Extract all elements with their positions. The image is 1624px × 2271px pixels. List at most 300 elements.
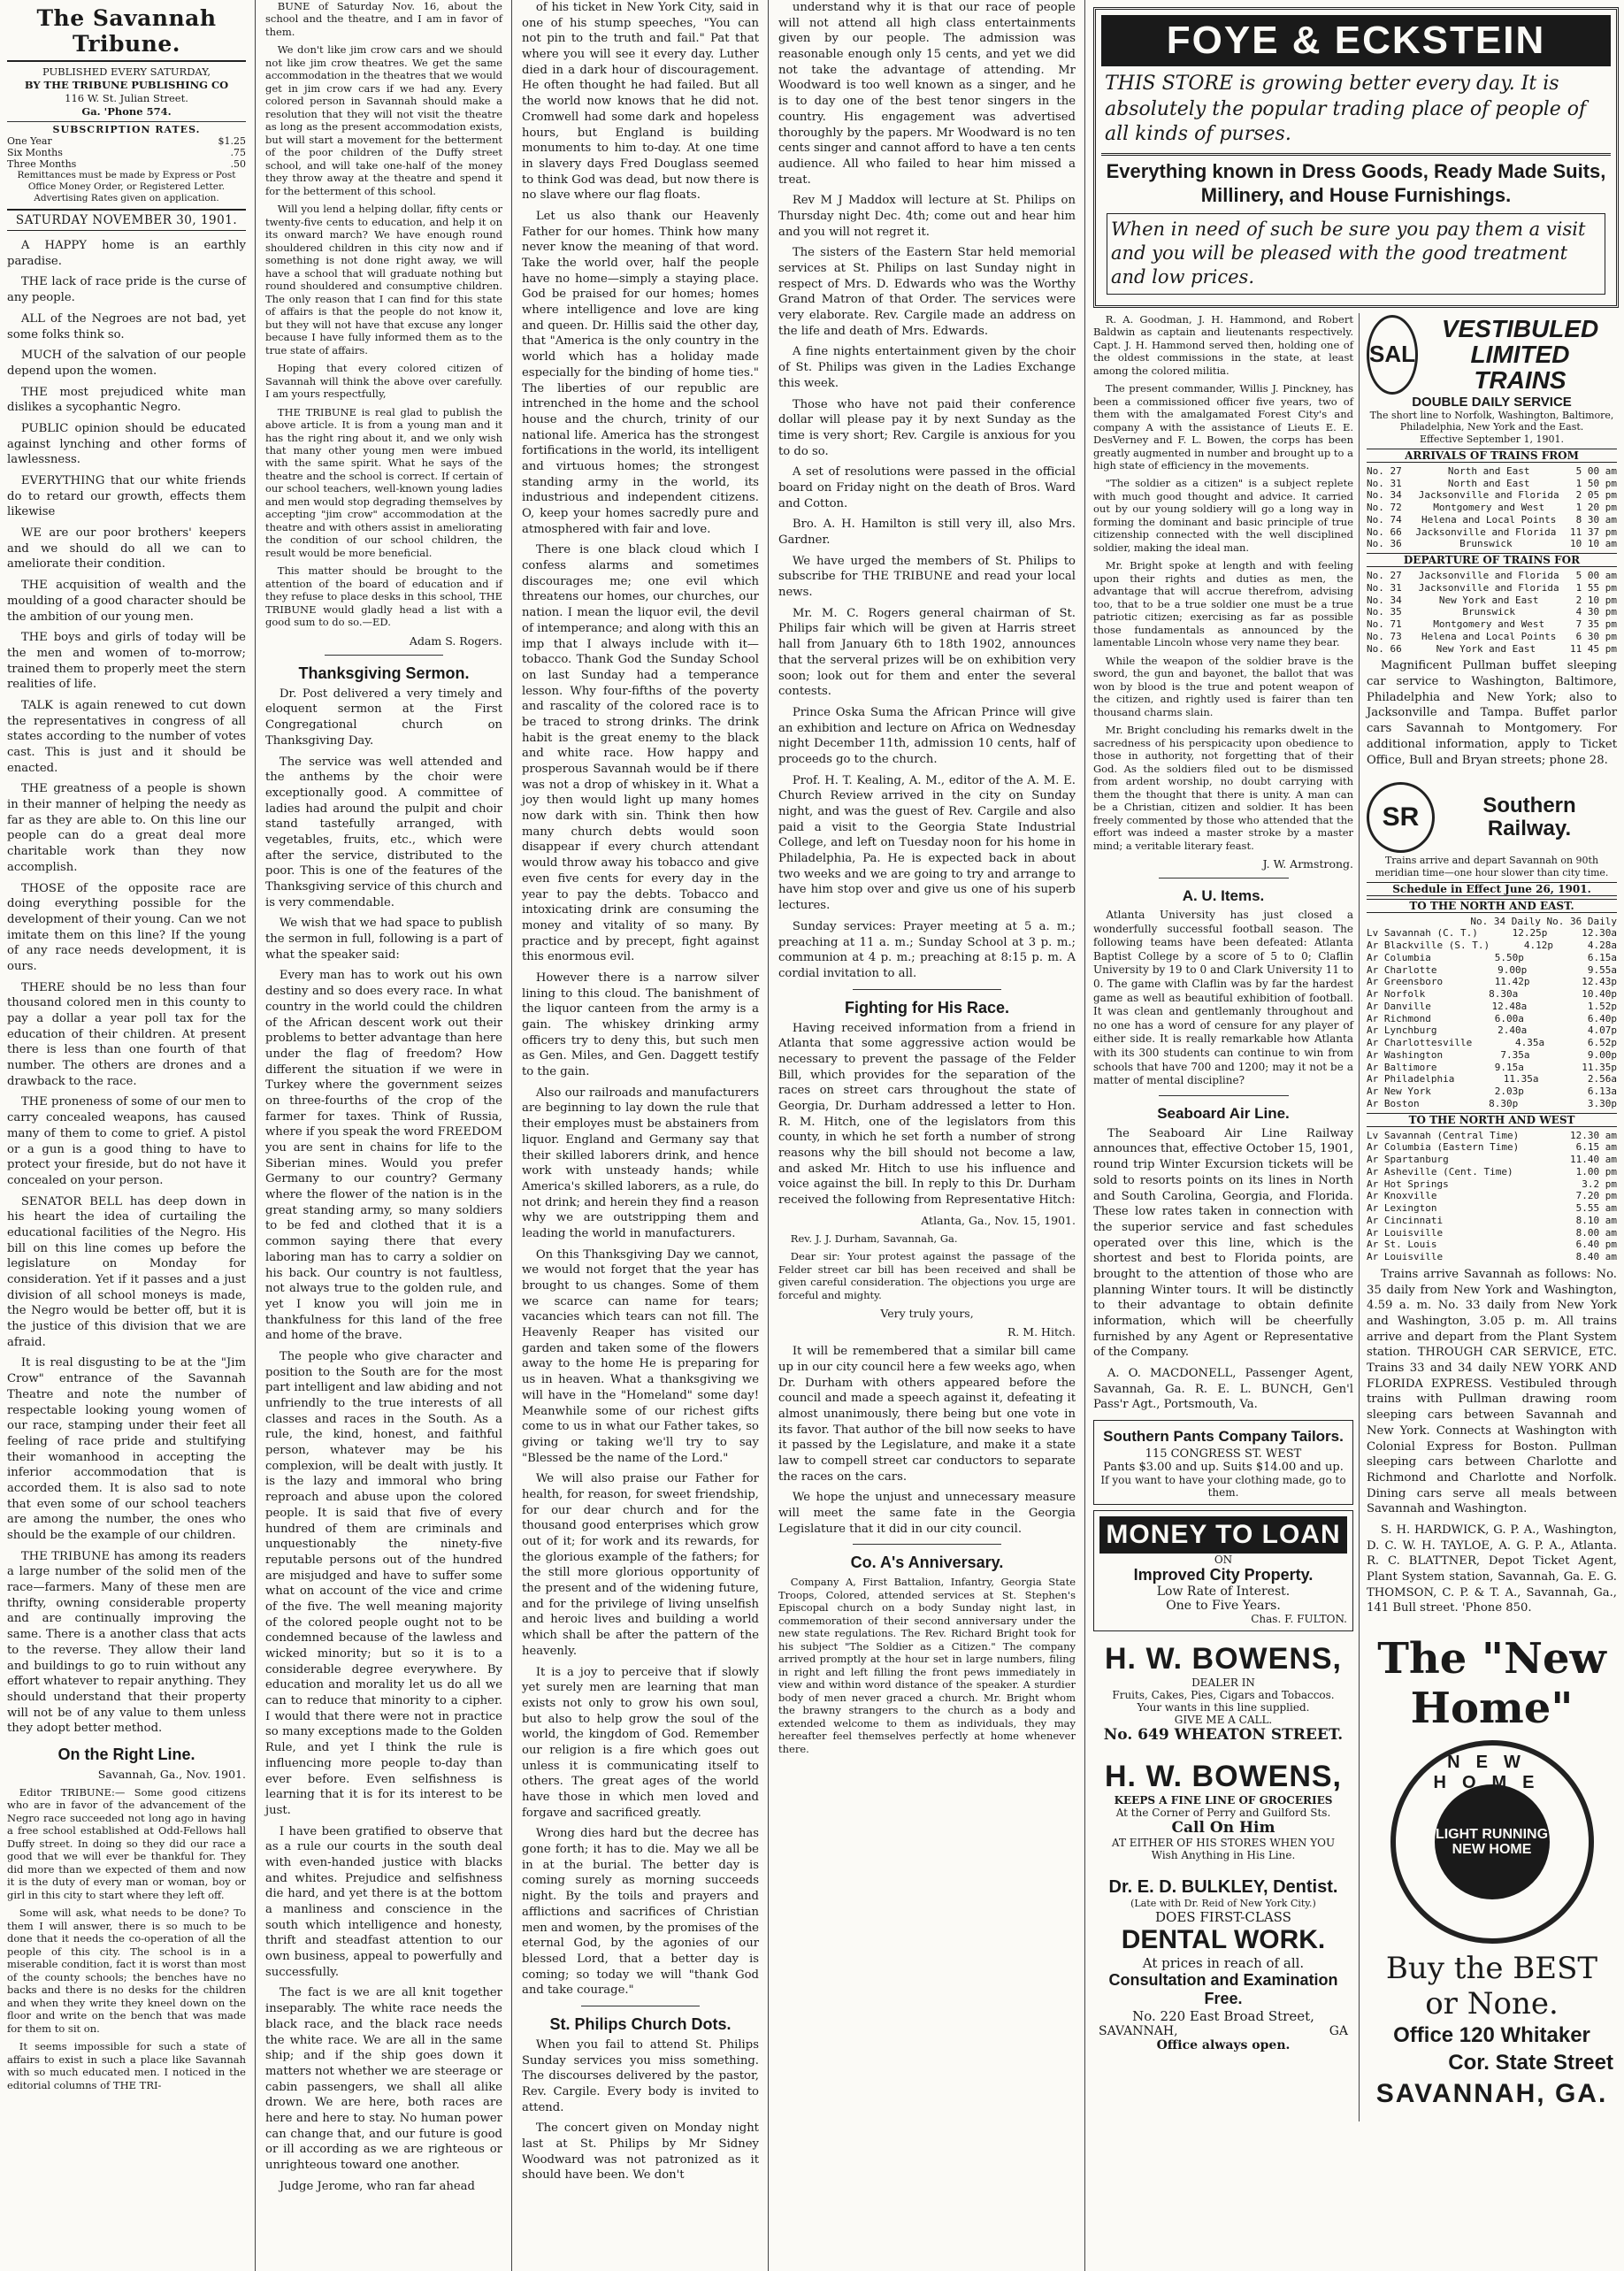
timetable-cell: 2 05 pm <box>1575 489 1617 502</box>
paragraph: Prince Oska Suma the African Prince will give an exhibition and lecture on Africa on Wednesday night December 11th, admission 10 cents, half of proceeds go to the church. <box>778 705 1076 766</box>
timetable-row <box>1367 1024 1617 1037</box>
timetable-cell: Ar Washington <box>1367 1048 1444 1061</box>
paragraph: MUCH of the salvation of our people depend upon the women. <box>7 349 246 378</box>
timetable-row <box>1367 1166 1617 1178</box>
au-text: Atlanta University has just closed a wonderfully successful football season. The following teams have been defeated: Atlanta Baptist College by a score of 5 to 0; Claflin University by 19 to 0 and Clark University 11 to 0. The game with Claflin was by far the hardest game as well as beautiful exhibition of football. It was clean and gentlemanly throughout and no one has a word of censure for any player of either side. It is really remarkable how Atlanta with its 300 students can continue to win from schools that have 700 and 1200; may it not be a matter of mental discipline? <box>1093 909 1353 1087</box>
timetable-cell: Ar Asheville (Cent. Time) <box>1367 1165 1513 1178</box>
north-west-heading: TO THE NORTH AND WEST <box>1367 1113 1617 1127</box>
timetable-cell: No. 35 <box>1367 606 1402 618</box>
timetable-cell: Ar Cincinnati <box>1367 1214 1444 1226</box>
paragraph: Mr. Bright spoke at length and with feeling upon their rights and duties as men, the advantage that will accrue therefrom, advising too, that to be a true soldier one must be a true patriotic citizen; exercising as far as possible those fundamentals as announced by the lamentable Lincoln whose very name they bear. <box>1093 559 1353 649</box>
bowens-name: H. W. BOWENS, <box>1105 1642 1342 1676</box>
departures-table <box>1367 570 1617 655</box>
timetable-cell: 6.52p <box>1587 1037 1617 1049</box>
departures-heading: DEPARTURE OF TRAINS FOR <box>1367 553 1617 567</box>
timetable-cell: No. 66 <box>1367 526 1402 538</box>
paragraph: A set of resolutions were passed in the official board on Friday night on the death of Bros. Ward and Cotton. <box>778 465 1076 510</box>
paragraph: The people who give character and position to the South are for the most part intelligent and law abiding and not unfriendly to the true interests of all classes and races in the South. As a rule, the kind, honest, and faithful person, whatever may be his complexion, will be dealt with justly. It is the lazy and immoral who bring reproach and abuse upon the colored people. It is said that five of every hundred of them are criminals and unquestionably the ninety-five reputable persons out of the hundred are misjudged and have to suffer some what on account of the vice and crime of the five. The well meaning majority of the colored people ought not to be condemned because of the lawless and wicked minority; but so it is to a considerable degree everywhere. By education and morality let us do all we can to reduce that minority to a cipher. I would that there were not in practice so many exceptions made to the Golden Rule, and yet I think the rule is influencing more people to-day than ever before. Even selfishness is learning that it is for its interest to be just. <box>265 1349 502 1817</box>
thanksgiving-heading: Thanksgiving Sermon. <box>298 664 470 682</box>
timetable-cell: 11.42p <box>1494 976 1530 988</box>
southern-pants-ad <box>1093 1420 1353 1505</box>
timetable-cell: Ar Norfolk <box>1367 988 1426 1001</box>
timetable-cell: Jacksonville and Florida <box>1415 526 1557 538</box>
timetable-cell: Ar Greensboro <box>1367 976 1444 988</box>
seaboard-agents: A. O. MACDONELL, Passenger Agent, Savannah, Ga. R. E. L. BUNCH, Gen'l Pass'r Agt., Portsmouth, Va. <box>1093 1367 1353 1412</box>
timetable-row <box>1367 631 1617 643</box>
paragraph: Mr. Bright concluding his remarks dwelt in the sacredness of his perspicacity upon obedience to those in authority, not forgetting that of their God. As the soldiers filed out to be dismissed from ardent worship, no doubt carrying with them the thought that there is unity. A man can be a Christian, citizen and soldier. It has been freely commented by those who attended that the effort was indeed a master stroke by a master mind; a veritable literary feast. <box>1093 724 1353 852</box>
timetable-row <box>1367 1202 1617 1215</box>
paragraph: The fact is we are all knit together inseparably. The white race needs the black race, and the black race needs the white race. We are all in the same ship; and if the ship goes down it matters not whether we are steerage or cabin passengers, we shall all alike drown. We are here, both races are here and here to stay. No human power can change that, and our future is good or ill according as we are righteous or unrighteous toward one another. <box>265 1986 502 2173</box>
paragraph: We wish that we had space to publish the sermon in full, following is a part of what the speaker said: <box>265 917 502 962</box>
timetable-row <box>1367 1227 1617 1239</box>
timetable-cell: 5 00 am <box>1575 464 1617 477</box>
timetable-cell: 6 30 pm <box>1575 630 1617 642</box>
paragraph: I have been gratified to observe that as a rule our courts in the south deal with even-handed justice with blacks and whites. Prejudice and selfishness die hard, and yet there is at the bottom a manliness and conscience in the south which intelligence and honesty, thrift and steadfast attention to our own business, appeal to powerfully and successfully. <box>265 1824 502 1979</box>
timetable-cell: 2 10 pm <box>1575 594 1617 606</box>
timetable-row <box>1367 1154 1617 1166</box>
column-rule <box>255 0 256 2271</box>
timetable-cell: New York and East <box>1436 642 1536 655</box>
column-1 <box>0 0 253 2271</box>
paragraph: PUBLIC opinion should be educated against lynching and other forms of lawlessness. <box>7 421 246 467</box>
timetable-cell: 6.15a <box>1587 951 1617 963</box>
column-3 <box>515 0 766 2271</box>
north-east-heading: TO THE NORTH AND EAST. <box>1367 899 1617 913</box>
paragraph: However there is a narrow silver lining to this cloud. The banishment of the liquor canteen from the army is a gain. The whiskey drinking army officers try to deny this, but such men as Gen. Miles, and Gen. Daggett testify to the gain. <box>522 971 759 1079</box>
loan-time: One to Five Years. <box>1166 1599 1281 1614</box>
paragraph: THE greatness of a people is shown in their manner of helping the needy as far as they are able to. On this line our people can do a great deal more charitable work than they now accomplish. <box>7 782 246 874</box>
seaboard-trains-ad <box>1365 313 1619 776</box>
pub-line-2: BY THE TRIBUNE PUBLISHING CO <box>24 78 229 91</box>
ad-subcolumn-left <box>1093 313 1353 2122</box>
paragraph: There is one black cloud which I confess alarms and sometimes discourages me; one evil which threatens our homes, our churches, our nation. I mean the liquor evil, the devil of intemperance; and along with this an imp that I always include with it—tobacco. Thank God the Sunday School on last Sunday had a temperance lesson. Why four-fifths of the poverty and rascality of the colored race is to be traced to strong drinks. The drink habit is the great enemy to the black and white race. How happy and prosperous Savannah would be if there was not a drop of whiskey in it. What a joy then would light up many homes now dark with sin. Think then how many church debts would soon disappear if every church attendant would throw away his tobacco and give even five cents for every day in the year to pay the debts. Tobacco and intoxicating drink are consuming the money and vitality of so many. By practice and by precept, fight against this enormous evil. <box>522 543 759 964</box>
dentist-consult: Consultation and Examination Free. <box>1108 1971 1338 2008</box>
timetable-cell: Ar Danville <box>1367 1000 1431 1012</box>
timetable-row <box>1367 952 1617 964</box>
paragraph: Judge Jerome, who ran far ahead <box>279 2179 475 2193</box>
timetable-cell: Helena and Local Points <box>1421 630 1557 642</box>
timetable-row <box>1367 582 1617 595</box>
timetable-cell: 6.13a <box>1587 1086 1617 1098</box>
paragraph: SENATOR BELL has deep down in his heart the idea of curtailing the educational facilities of the Negro. His bill on this line comes up before the legislature on Monday for consideration. Yet if it passes and a just division of all school moneys is made, the Negro would be better off, but it is the justice of this division that we are afraid. <box>7 1194 246 1349</box>
paragraph: Wrong dies hard but the decree has gone forth; it has to die. May we all be in at the burial. The better day is coming surely as morning succeeds night. By the toils and prayers and afflictions and sacrifices of Christian men and women, by the promises of the eternal God, by the agonies of our blessed Lord, that a better day is coming; so today we will "thank God and take courage." <box>522 1827 759 1998</box>
timetable-row <box>1367 1251 1617 1263</box>
timetable-cell: Lv Savannah (C. T.) <box>1367 927 1478 940</box>
timetable-cell: 9.00p <box>1587 1048 1617 1061</box>
timetable-cell: 5 00 am <box>1575 570 1617 582</box>
divider <box>853 989 1001 990</box>
paragraph: "The soldier as a citizen" is a subject replete with much good thought and advice. It carried out by our young soldiery will go a long way in forming the dominant and basic principle of true citizenship connected with the well disciplined soldier, making the ideal man. <box>1093 477 1353 554</box>
paragraph: understand why it is that our race of people will not attend all high class entertainments given by our people. The admission was reasonable enough only 15 cents, and yet we did not take the advantage of attending. Mr Woodward is too well known as a singer, and he is to day one of the best tenor singers in the country. His engagement was advertised thoroughly by the papers. Mr Woodward is no ten cents singer and cannot afford to have a ten cents audience. All who failed to hear him missed a treat. <box>778 1 1076 187</box>
rate-value: .50 <box>230 158 246 171</box>
timetable-cell: Ar Spartanburg <box>1367 1154 1449 1166</box>
timetable-cell: 8.00 am <box>1575 1226 1617 1239</box>
southern-effective: Schedule in Effect June 26, 1901. <box>1367 882 1617 896</box>
dentist-late: (Late with Dr. Reid of New York City.) <box>1130 1898 1316 1910</box>
trains-sub: DOUBLE DAILY SERVICE <box>1412 394 1572 410</box>
north-table <box>1367 927 1617 1109</box>
pants-heading: Southern Pants Company Tailors. <box>1103 1428 1344 1446</box>
paragraph: This matter should be brought to the attention of the board of education and if they refuse to place desks in this school, THE TRIBUNE would gladly head a list with a good sum to do so.—ED. <box>265 564 502 629</box>
timetable-cell: 2.40a <box>1498 1024 1528 1037</box>
timetable-cell: No. 71 <box>1367 618 1402 631</box>
paragraph: It is real disgusting to be at the "Jim Crow" entrance of the Savannah Theatre and note the number of respectable looking young women of our race, stamping under their feet all feeling of race pride and stultifying their womanhood in accepting the inferior accommodation that is accorded them. It is also sad to note that even some of our school teachers are among the number, the ones who should be the example of our children. <box>7 1356 246 1543</box>
trains-header <box>1367 315 1617 395</box>
timetable-cell: No. 31 <box>1367 581 1402 594</box>
timetable-row <box>1367 988 1617 1001</box>
timetable-row <box>1367 1001 1617 1013</box>
divider <box>325 655 443 656</box>
paragraph: It is a joy to perceive that if slowly yet surely men are learning that man exists not only to grow his own soul, but also to help grow the soul of the world, the kingdom of God. Remember our religion is a fire which goes out unless it is communicating itself to others. The great ages of the world have those in which men loved and forgave and sacrificed greatly. <box>522 1665 759 1820</box>
paragraph: Prof. H. T. Kealing, A. M., editor of the A. M. E. Church Review arrived in the city on Sunday night, and was the guest of Rev. Cargile and also paid a visit to the Georgia State Industrial College, and left on Tuesday noon for his home in Philadelphia, Pa. He is expected back in about two weeks and we are going to try and arrange to have him stop over and give us one of his superb lectures. <box>778 773 1076 913</box>
trains-note: Magnificent Pullman buffet sleeping car service to Washington, Baltimore, Philadelphia and New York; also to Jacksonville and Tampa. Buffet parlor cars Savannah to Montgomery. For additional information, apply to Ticket Office, Bull and Bryan streets; phone 28. <box>1367 659 1617 767</box>
sal-logo-icon: SAL <box>1367 315 1418 395</box>
coa-heading: Co. A's Anniversary. <box>850 1554 1004 1572</box>
coa-text: Company A, First Battalion, Infantry, Georgia State Troops, Colored, attended services at St. Stephen's Episcopal church on a body Sunday night last, in commemoration of their second anniversary under the new state regulations. The Rev. Richard Bright took for his subject "The Soldier as a Citizen." The company arrived promptly at the hour set in large numbers, filing in right and left filling the front pews immediately in view and within word distance of the speaker. A sturdier body of men never graced a church. Mr. Bright whom the brawny strangers to the church as a body and extended welcome to them as individuals, they may hereafter feel themselves perfectly at home whenever there. <box>778 1576 1076 1755</box>
timetable-cell: Ar Richmond <box>1367 1012 1431 1024</box>
paragraph: Hoping that every colored citizen of Savannah will think the above over carefully. I am yours respectfully, <box>265 362 502 401</box>
new-home-corner: Cor. State Street <box>1448 2051 1613 2075</box>
new-home-ad <box>1365 1629 1619 2116</box>
timetable-cell: 12.43p <box>1582 976 1617 988</box>
trains-effective: Effective September 1, 1901. <box>1420 433 1564 446</box>
timetable-row <box>1367 1098 1617 1110</box>
north-cols: No. 34 Daily No. 36 Daily <box>1470 915 1617 927</box>
timetable-row <box>1367 478 1617 490</box>
rate-row <box>7 147 246 158</box>
letter-paragraphs <box>265 0 502 629</box>
timetable-cell: No. 31 <box>1367 477 1402 489</box>
pants-address: 115 CONGRESS ST. WEST <box>1145 1447 1302 1462</box>
paragraph: Let us also thank our Heavenly Father for our homes. Think how many never know the meaning of that word. Take the world over, half the people have no home—simply a staying place. God be praised for our homes; homes where intelligence and love are king and queen. Dr. Hillis said the other day, that "America is the only country in the world which has a holiday made especially for the binding of home ties." The liberties of our republic are intrenched in the home and the school house and the church, trinity of our national life. America has the strongest fortifications in the world, its intelligent and virtuous homes; the strongest standing army in the world, its industrious and independent citizens. O, keep your homes sacredly pure and atmosphered with fair and love. <box>522 209 759 536</box>
timetable-cell: 1.52p <box>1587 1000 1617 1012</box>
paragraph: A fine nights entertainment given by the choir of St. Philips was given in the Ladies Exchange this week. <box>778 345 1076 390</box>
paragraph: Editor TRIBUNE:— Some good citizens who are in favor of the advancement of the Negro race succeeded not long ago in having a free school established at Odd-Fellows hall Duffy street. In doing so they did our race a good that we will ever be thankful for. They did more than we expected of them and now it is the duty of every man or woman, boy or girl in this city to start where they left off. <box>7 1785 246 1901</box>
southern-agents: S. H. HARDWICK, G. P. A., Washington, D. C. W. H. TAYLOE, A. G. P. A., Atlanta. R. C. BLATTNER, Depot Ticket Agent, Plant System station, Savannah, Ga. E. G. THOMSON, C. P. & T. A., Savannah, Ga., 141 Bull street. 'Phone 850. <box>1367 1523 1617 1615</box>
pants-note: If you want to have your clothing made, go to them. <box>1100 1474 1346 1500</box>
seaboard-text: The Seaboard Air Line Railway announces that, effective October 15, 1901, round trip Winter Excursion tickets will be sold to resorts points on its lines in North and South Carolina, Georgia, and Florida. These low rates taken in connection with the superior service and fast schedules operated over this line, which is the shortest and best to Florida points, are brought to the attention of those who are planning Winter tours. It will be distinctly to their advantage to obtain definite information, which will be cheerfully furnished by any Agent or Representative of the Company. <box>1093 1126 1353 1360</box>
paragraph: Every man has to work out his own destiny and so does every race. In what country in the world could the children of the African descent work out their problems to better advantage than here under the flag of freedom? How different the situation if we were in Turkey where the government seizes on three-fourths of the crop of the farmer for taxes. Think of Russia, where if you speak the word FREEDOM you are sent in chains for life to the Siberian mines. Would you prefer Germany to our country? Germany where the flower of the nation is in the great standing army, so many soldiers to be fed and clothed that it is a common saying there that every laboring man has to carry a soldier on his back. Our country is not faultless, not always true to the golden rule, and yet I know you will join me in thankfulness for this land of the free and home of the brave. <box>265 969 502 1343</box>
timetable-cell: 8.30a <box>1489 988 1519 1001</box>
dentist-office: Office always open. <box>1156 2038 1291 2053</box>
timetable-cell: 2.56a <box>1587 1073 1617 1086</box>
divider <box>853 1544 1001 1545</box>
timetable-cell: Ar Louisville <box>1367 1251 1444 1263</box>
timetable-row <box>1367 1086 1617 1098</box>
timetable-cell: 7.20 pm <box>1575 1190 1617 1202</box>
timetable-cell: North and East <box>1447 464 1530 477</box>
timetable-cell: 1 50 pm <box>1575 477 1617 489</box>
timetable-cell: No. 34 <box>1367 594 1402 606</box>
timetable-cell: 4 30 pm <box>1575 606 1617 618</box>
paragraph: When you fail to attend St. Philips Sunday services you miss something. The discourses delivered by the pastor, Rev. Cargile. Every body is invited to attend. <box>522 2037 759 2114</box>
timetable-cell: Ar Hot Springs <box>1367 1178 1449 1190</box>
dentist-city: SAVANNAH, <box>1099 2024 1178 2039</box>
timetable-cell: 5.55 am <box>1575 1202 1617 1215</box>
pub-line-4: Ga. 'Phone 574. <box>81 104 172 118</box>
letter-date: Atlanta, Ga., Nov. 15, 1901. <box>921 1213 1076 1227</box>
timetable-cell: 9.55a <box>1587 963 1617 976</box>
dots-heading: St. Philips Church Dots. <box>549 2014 732 2033</box>
paragraph: of his ticket in New York City, said in one of his stump speeches, "You can not pin to the truth and fail." Pat that where you will see it every day. Luther died in a dark hour of discouragement. He often thought he had failed. But all the world now knows that he did not. Cromwell had some dark and hopeless hours, but England is building monuments to him to-day. At one time in slavery days Fred Douglass seemed to think God was dead, but now there is no slave where our flag floats. <box>522 1 759 203</box>
timetable-cell: 3.30p <box>1587 1097 1617 1109</box>
rates-list <box>7 135 246 171</box>
timetable-cell: 6.00a <box>1494 1012 1524 1024</box>
timetable-row <box>1367 526 1617 539</box>
loan-on: ON <box>1214 1554 1233 1567</box>
letter-sig: R. M. Hitch. <box>1007 1325 1076 1339</box>
timetable-cell: 12.30 am <box>1570 1129 1617 1141</box>
paragraph: Will you lend a helping dollar, fifty cents or twenty-five cents to education, and help it on its onward march? We have enough round shouldered children in this city now and if something is not done right away, we will have a school that will graduate nothing but round shouldered and consumptive children. The only reason that I can find for this state of affairs is that the people do not know it, but they will not have that excuse any longer because I have fully informed them as to the true state of affairs. <box>265 203 502 357</box>
timetable-cell: Ar Boston <box>1367 1097 1420 1109</box>
timetable-cell: Lv Savannah (Central Time) <box>1367 1129 1520 1141</box>
fighting-heading: Fighting for His Race. <box>844 998 1009 1017</box>
wheel-inner: LIGHT RUNNING NEW HOME <box>1435 1784 1550 1899</box>
timetable-row <box>1367 502 1617 514</box>
timetable-cell: Ar Blackville (S. T.) <box>1367 940 1490 952</box>
timetable-cell: 10 10 am <box>1570 538 1617 550</box>
timetable-row <box>1367 1062 1617 1074</box>
paragraph: We will also praise our Father for health, for reason, for sweet friendship, for our dear church and for the thousand good enterprises which grow out of it; for work and its rewards, for the glorious example of the fathers; for the still more glorious opportunity of the present and of the widening future, and for the privilege of living unselfish and heroic lives and building a world which shall be after the pattern of the heavenly. <box>522 1472 759 1658</box>
loan-rate: Low Rate of Interest. <box>1156 1584 1291 1600</box>
timetable-row <box>1367 976 1617 988</box>
timetable-cell: Ar New York <box>1367 1086 1431 1098</box>
timetable-cell: 11.35a <box>1503 1073 1539 1086</box>
timetable-cell: 9.15a <box>1494 1061 1524 1073</box>
sewing-machine-wheel-icon <box>1390 1740 1594 1944</box>
timetable-cell: Ar Philadelphia <box>1367 1073 1455 1086</box>
paragraph: THE TRIBUNE has among its readers a large number of the solid men of the race—farmers. Many of these men are thrifty, owning considerable property and are continually improving the same. There is a another class that acts to the reverse. They allow their land and buildings to go to ruin without any effort whatever to repair anything. They should understand that their property will not be of any value to them unless they adopt better method. <box>7 1549 246 1736</box>
paragraph: A HAPPY home is an earthly paradise. <box>7 239 246 268</box>
timetable-cell: 11.40 am <box>1570 1154 1617 1166</box>
timetable-row <box>1367 1013 1617 1025</box>
right-line-text <box>7 1786 246 2091</box>
letter-close: Very truly yours, <box>880 1307 974 1321</box>
timetable-cell: 10.40p <box>1582 988 1617 1001</box>
foye-name: FOYE & ECKSTEIN <box>1101 15 1611 66</box>
paragraph: Also our railroads and manufacturers are beginning to lay down the rule that their employes must be abstainers from liquor. England and Germany say that their skilled laborers drink, and hence work with unsteady hands; while America's skilled laborers, as a rule, do not drink; and herein they find a reason why we are outstripping them and leading the world in manufacturers. <box>522 1086 759 1240</box>
foye-eckstein-ad <box>1093 7 1619 308</box>
paragraph: On this Thanksgiving Day we cannot, we would not forget that the year has brought to us changes. Some of them we scarce can name for tears; vacancies which tears can not fill. The Heavenly Reaper has visited our garden and taken some of the flowers away to the home He is preparing for us in heaven. What a thanksgiving we will have in the "Homeland" some day! Meanwhile some of our richest gifts come to us in what our Father takes, so giving or taking we'll try to say "Blessed be the name of the Lord." <box>522 1247 759 1465</box>
column-rule <box>511 0 512 2271</box>
paragraph: Some will ask, what needs to be done? To them I will answer, there is so much to be done that it needs the co-operation of all the people of this city. The school is in a miserable condition, fact it is worst than most of the county schools; the benches have no backs and there is no desks for the children and when they write they kneel down on the floor and write on the bench that was made for them to sit on. <box>7 1907 246 2035</box>
paragraph: Mr. M. C. Rogers general chairman of St. Philips fair which will be given at Harris street hall from January 6th to 18th 1902, announces that the serveral prizes will be on exhibition very soon; look out for them and enter the several contests. <box>778 606 1076 699</box>
timetable-cell: 5.50p <box>1494 951 1524 963</box>
column-rule <box>1084 0 1085 2271</box>
timetable-cell: 4.28a <box>1587 940 1617 952</box>
rate-label: Six Months <box>7 146 63 158</box>
rate-row <box>7 135 246 147</box>
timetable-cell: 1.00 pm <box>1575 1165 1617 1178</box>
timetable-row <box>1367 1141 1617 1154</box>
timetable-cell: 9.00p <box>1498 963 1528 976</box>
timetable-row <box>1367 595 1617 607</box>
timetable-cell: No. 66 <box>1367 642 1402 655</box>
paragraph: The service was well attended and the anthems by the choir were exceptionally good. A committee of ladies had around the pulpit and choir stand tastefully arranged, with vegetables, fruits, etc., which were after the service, distributed to the poor. This is one of the features of the Thanksgiving service of this church and is very commendable. <box>265 755 502 909</box>
paragraph: Having received information from a friend in Atlanta that some aggressive action would be necessary to prevent the passage of the Felder Bill, which provides for the separation of the races on street cars throughout the state of Georgia, Dr. Durham addressed a letter to Hon. R. M. Hitch, one of the legislators from this county, in which he set forth a number of strong reasons why the bill should not become a law, and asked Mr. Hitch to use his influence and voice against the bill. In reply to this Dr. Durham received the following from Representative Hitch: <box>778 1021 1076 1208</box>
divider <box>1101 153 1611 156</box>
divider <box>1159 1095 1289 1096</box>
timetable-row <box>1367 1049 1617 1062</box>
ad-subcolumn-right <box>1359 313 1619 2122</box>
rate-row <box>7 158 246 170</box>
timetable-row <box>1367 927 1617 940</box>
timetable-row <box>1367 465 1617 478</box>
dentist-state: GA <box>1329 2024 1348 2039</box>
timetable-row <box>1367 618 1617 631</box>
timetable-cell: Ar Charlotte <box>1367 963 1437 976</box>
timetable-row <box>1367 1073 1617 1086</box>
new-home-office: Office 120 Whitaker <box>1393 2023 1590 2048</box>
fighting-text <box>778 1021 1076 1208</box>
trains-route: The short line to Norfolk, Washington, Baltimore, Philadelphia, New York and the East. <box>1369 409 1614 433</box>
timetable-cell: 8 30 am <box>1575 513 1617 526</box>
paragraph: The concert given on Monday night last at St. Philips by Mr Sidney Woodward was not patronized as it should have been. We don't <box>522 2121 759 2183</box>
masthead-title: The Savannah Tribune. <box>36 5 217 57</box>
paragraph: THE most prejudiced white man dislikes a sycophantic Negro. <box>7 385 246 415</box>
timetable-cell: Jacksonville and Florida <box>1418 489 1559 502</box>
bowens-call: GIVE ME A CALL. <box>1174 1714 1273 1727</box>
dentist-ad <box>1093 1872 1353 2058</box>
paragraph: Dr. Post delivered a very timely and eloquent sermon at the First Congregational church on Thanksgiving Day. <box>265 687 502 748</box>
timetable-row <box>1367 514 1617 526</box>
ad-subcolumns <box>1093 313 1619 2122</box>
timetable-row <box>1367 1190 1617 1202</box>
paragraph: The present commander, Willis J. Pinckney, has been a commissioned officer five years, two of them with the amalgamated Forest City's and company A with the assistance of Lieuts E. E. DesVerney and F. L. Bowen, the corps has been greatly augmented in number and brought up to a high state of efficiency in the movements. <box>1093 382 1353 472</box>
timetable-cell: No. 74 <box>1367 513 1402 526</box>
timetable-cell: No. 73 <box>1367 630 1402 642</box>
timetable-cell: 1 20 pm <box>1575 502 1617 514</box>
paragraph: Those who have not paid their conference dollar will please pay it by next Sunday as the time is very short; Rev. Cargile is anxious for you to do so. <box>778 397 1076 458</box>
timetable-cell: Montgomery and West <box>1433 502 1545 514</box>
timetable-cell: 11.35p <box>1582 1061 1617 1073</box>
timetable-cell: Ar Charlottesville <box>1367 1037 1473 1049</box>
money-to-loan-ad <box>1093 1510 1353 1631</box>
timetable-row <box>1367 964 1617 977</box>
southern-title: Southern Railway. <box>1482 793 1576 841</box>
letter-to: Rev. J. J. Durham, Savannah, Ga. <box>790 1231 958 1245</box>
timetable-cell: Brunswick <box>1459 538 1513 550</box>
remittance-note: Remittances must be made by Express or Post Office Money Order, or Registered Letter. Advertising Rates given on application. <box>17 170 236 203</box>
bowens-line: AT EITHER OF HIS STORES WHEN YOU Wish Anything in His Line. <box>1111 1837 1336 1862</box>
timetable-row <box>1367 1037 1617 1049</box>
timetable-cell: Ar Columbia (Eastern Time) <box>1367 1141 1520 1154</box>
timetable-row <box>1367 1215 1617 1227</box>
timetable-cell: Ar St. Louis <box>1367 1239 1437 1251</box>
bowens-name: H. W. BOWENS, <box>1105 1760 1342 1794</box>
paragraph: Rev M J Maddox will lecture at St. Philips on Thursday night Dec. 4th; come out and hear him and you will not regret it. <box>778 194 1076 239</box>
pub-line-1: PUBLISHED EVERY SATURDAY, <box>42 65 211 78</box>
paragraph: THE acquisition of wealth and the moulding of a good character should be the ambition of our young men. <box>7 579 246 624</box>
new-home-title: The "New Home" <box>1377 1634 1606 1734</box>
dentist-name: Dr. E. D. BULKLEY, Dentist. <box>1108 1877 1338 1898</box>
timetable-cell: Brunswick <box>1462 606 1515 618</box>
paragraph: It seems impossible for such a state of affairs to exist in such a place like Savannah with so much educated men. I noticed in the editorial columns of THE TRI- <box>7 2040 246 2091</box>
timetable-cell: 12.48a <box>1491 1000 1528 1012</box>
wheel-ring-label: NEW HOME <box>1433 1753 1551 1793</box>
rate-value: .75 <box>230 146 246 158</box>
timetable-row <box>1367 1130 1617 1142</box>
foye-goods: Everything known in Dress Goods, Ready Made Suits, Millinery, and House Furnishings. <box>1106 159 1606 207</box>
bowens-line: Call On Him <box>1171 1819 1275 1838</box>
timetable-cell: 8.40 am <box>1575 1251 1617 1263</box>
pub-line-3: 116 W. St. Julian Street. <box>65 91 188 104</box>
timetable-cell: 4.07p <box>1587 1024 1617 1037</box>
timetable-row <box>1367 570 1617 582</box>
paragraph: ALL of the Negroes are not bad, yet some folks think so. <box>7 311 246 341</box>
southern-note: Trains arrive Savannah as follows: No. 35 daily from New York and Washington, 4.59 a. m. No. 33 daily from New York and Washington, 3.05 p. m. All trains arrive and depart from the Plant System station. THROUGH CAR SERVICE, ETC. Trains 33 and 34 daily NEW YORK AND FLORIDA EXPRESS. Vestibuled through trains with Pullman drawing room sleeping cars between Savannah and New York. Connects at Washington with Colonial Express for Boston. Pullman sleeping cars between Charlotte and Richmond and Charlotte and Norfolk. Dining cars serve all meals between Savannah and Washington. <box>1367 1267 1617 1516</box>
timetable-cell: Helena and Local Points <box>1421 513 1557 526</box>
editorial-paragraphs <box>7 238 246 1737</box>
column-2 <box>258 0 509 2271</box>
timetable-cell: Ar Knoxville <box>1367 1190 1437 1202</box>
timetable-cell: 6.40 pm <box>1575 1239 1617 1251</box>
au-heading: A. U. Items. <box>1182 887 1265 905</box>
sr-logo-icon: SR <box>1367 782 1435 853</box>
timetable-cell: Montgomery and West <box>1433 618 1545 631</box>
church-news <box>778 0 1076 982</box>
rate-value: $1.25 <box>218 134 246 147</box>
timetable-row <box>1367 489 1617 502</box>
paragraph: R. A. Goodman, J. H. Hammond, and Robert Baldwin as captain and lieutenants respectively. Capt. J. H. Hammond served then, holding one of the oldest commissions in the state, at least among the colored militia. <box>1093 312 1353 377</box>
paragraph: We don't like jim crow cars and we should not like jim crow theatres. We get the same accommodation in the theatres that we would get in jim crow cars if we had any. Every colored person in Savannah should make a resolution that they will not visit the theatre as long as the present accommodation exists, but will start a movement for the betterment of the poor children of the Duffy street school, and will take one-half of the money they throw away at the theatre and spend it for the betterment of this school. <box>265 43 502 197</box>
timetable-cell: 6.15 am <box>1575 1141 1617 1154</box>
timetable-cell: Jacksonville and Florida <box>1418 570 1559 582</box>
paragraph: THE proneness of some of our men to carry concealed weapons, has caused many of them to come to grief. A pistol or a gun is a good thing to have to protect your fireside, but do not have it concealed on your person. <box>7 1095 246 1187</box>
timetable-cell: 1 55 pm <box>1575 581 1617 594</box>
timetable-cell: No. 36 <box>1367 538 1402 550</box>
dentist-prices: At prices in reach of all. <box>1142 1955 1305 1972</box>
dentist-address: No. 220 East Broad Street, <box>1132 2008 1314 2025</box>
paragraph: EVERYTHING that our white friends do to retard our growth, effects them likewise <box>7 474 246 519</box>
subscription-title: SUBSCRIPTION RATES. <box>7 121 246 135</box>
timetable-cell: New York and East <box>1438 594 1539 606</box>
timetable-cell: 4.35a <box>1514 1037 1545 1049</box>
timetable-cell: 7 35 pm <box>1575 618 1617 631</box>
foye-tagline: THIS STORE is growing better every day. It is absolutely the popular trading place of people of all kinds of purses. <box>1105 73 1587 146</box>
paragraph: THOSE of the opposite race are doing everything possible for the development of their young. Can we not imitate them on this line? If the young of any race needs development, it is ours. <box>7 881 246 973</box>
timetable-cell: 2.03p <box>1494 1086 1524 1098</box>
pants-prices: Pants $3.00 and up. Suits $14.00 and up. <box>1103 1461 1344 1475</box>
paragraph: The sisters of the Eastern Star held memorial services at St. Philips on last Sunday night in respect of Mrs. D. Edwards who was the Worthy Grand Matron of that Order. The services were very elaborate. Rev. Cargile made an address on the life and death of Mrs. Edwards. <box>778 246 1076 338</box>
paragraph: We have urged the members of St. Philips to subscribe for THE TRIBUNE and read your local news. <box>778 554 1076 600</box>
dentist-work: DENTAL WORK. <box>1121 1925 1326 1955</box>
letter-signature: Adam S. Rogers. <box>409 633 502 648</box>
thanksgiving-text <box>265 687 502 2195</box>
timetable-cell: Ar Baltimore <box>1367 1061 1437 1073</box>
southern-sub: Trains arrive and depart Savannah on 90th meridian time—one hour slower than city time. <box>1375 855 1609 878</box>
dateline: SATURDAY NOVEMBER 30, 1901. <box>7 209 246 231</box>
foye-visit: When in need of such be sure you pay them a visit and you will be pleased with the good treatment and low prices. <box>1107 213 1605 295</box>
timetable-cell: 8.30p <box>1489 1097 1519 1109</box>
rate-label: Three Months <box>7 158 77 171</box>
timetable-row <box>1367 538 1617 550</box>
timetable-row <box>1367 1178 1617 1191</box>
timetable-cell: No. 34 <box>1367 489 1402 502</box>
trains-title: VESTIBULED LIMITED TRAINS <box>1441 314 1599 395</box>
loan-what: Improved City Property. <box>1133 1566 1314 1584</box>
seaboard-heading: Seaboard Air Line. <box>1157 1104 1290 1122</box>
letter-body: Dear sir: Your protest against the passage of the Felder street car bill has been received and shall be given careful consideration. The objections you urge are forceful and mighty. <box>778 1250 1076 1301</box>
paragraph: THE lack of race pride is the curse of any people. <box>7 275 246 305</box>
bowens-line: At the Corner of Perry and Guilford Sts. <box>1115 1807 1331 1820</box>
column-4 <box>771 0 1083 2271</box>
timetable-row <box>1367 1239 1617 1251</box>
southern-railway-ad <box>1365 780 1619 1623</box>
fighting-after: It will be remembered that a similar bill came up in our city council here a few weeks ago, when Dr. Durham with others appeared before the council and made a speech against it, defeating it almost unanimously, there being but one vote in its favor. That author of the bill now seeks to have it passed by the Legislature, and make it a state law to compell street car conductors to separate the races on the cars. <box>778 1345 1076 1484</box>
bowens-dealer-ad <box>1093 1637 1353 1749</box>
loan-name: Chas. F. FULTON. <box>1251 1613 1347 1626</box>
